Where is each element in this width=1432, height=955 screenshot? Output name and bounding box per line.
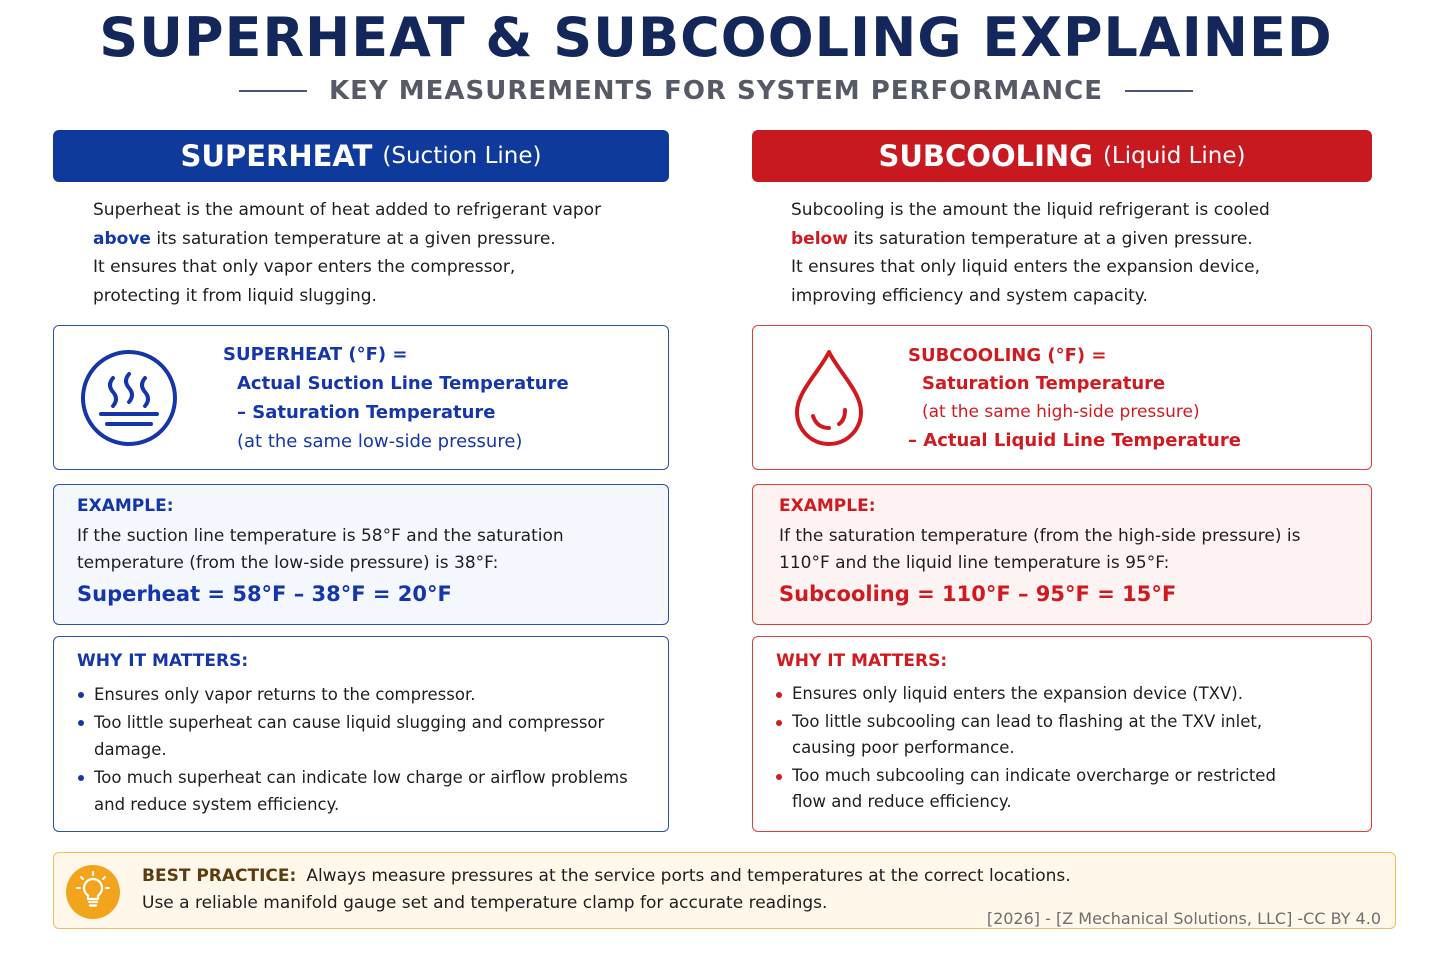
list-item xyxy=(77,709,668,763)
subcooling-intro-line: It ensures that only liquid enters the expansion device, xyxy=(791,257,1261,277)
subcooling-intro xyxy=(752,196,1372,310)
superheat-example-box xyxy=(53,484,669,625)
droplet-icon xyxy=(789,346,869,450)
superheat-example-line: temperature (from the low-side pressure) is 38°F: xyxy=(77,553,499,573)
subcooling-example-line: 110°F and the liquid line temperature is 95°F: xyxy=(779,553,1170,573)
list-item xyxy=(775,709,1276,762)
heat-plate-icon xyxy=(79,348,179,452)
subcooling-example-body xyxy=(779,523,1300,577)
subcooling-formula-note: (at the same high-side pressure) xyxy=(922,402,1200,422)
superheat-column xyxy=(53,130,669,814)
subcooling-why-list xyxy=(775,681,1276,817)
list-item-text: Ensures only liquid enters the expansion device (TXV). xyxy=(792,684,1243,703)
superheat-intro-line: protecting it from liquid slugging. xyxy=(93,285,377,306)
list-item xyxy=(775,763,1276,816)
subtitle-rule-left xyxy=(239,90,307,92)
superheat-intro-line: It ensures that only vapor enters the compressor, xyxy=(93,257,516,277)
superheat-formula-term2: – Saturation Temperature xyxy=(237,402,496,423)
superheat-example-line: If the suction line temperature is 58°F and the saturation xyxy=(77,526,564,546)
subcooling-header xyxy=(752,130,1372,182)
subcooling-example-box xyxy=(752,484,1372,625)
subcooling-column xyxy=(752,130,1372,811)
best-practice-line1: Always measure pressures at the service ports and temperatures at the correct locations. xyxy=(306,866,1071,886)
best-practice-line2: Use a reliable manifold gauge set and temperature clamp for accurate readings. xyxy=(142,893,828,913)
superheat-formula-term1: Actual Suction Line Temperature xyxy=(237,373,569,394)
superheat-header-title: SUPERHEAT xyxy=(180,139,373,173)
subcooling-why-title: WHY IT MATTERS: xyxy=(776,651,948,671)
superheat-intro xyxy=(53,196,669,310)
superheat-intro-line: Superheat is the amount of heat added to refrigerant vapor xyxy=(93,200,602,220)
subcooling-intro-line xyxy=(791,225,1372,254)
superheat-example-body xyxy=(77,523,564,577)
subtitle-rule-right xyxy=(1125,90,1193,92)
subcooling-formula-box xyxy=(752,325,1372,470)
subtitle-row xyxy=(0,76,1432,106)
superheat-formula-box xyxy=(53,325,669,470)
subcooling-why-box xyxy=(752,636,1372,832)
subcooling-example-line: If the saturation temperature (from the high-side pressure) is xyxy=(779,526,1301,546)
subcooling-example-result: Subcooling = 110°F – 95°F = 15°F xyxy=(779,582,1177,606)
list-item-text: Too little subcooling can lead to flashing at the TXV inlet, xyxy=(792,711,1263,731)
superheat-intro-text: its saturation temperature at a given pressure. xyxy=(150,228,556,249)
superheat-formula xyxy=(223,340,569,456)
superheat-header-subtitle: (Suction Line) xyxy=(382,143,542,169)
subcooling-intro-line: Subcooling is the amount the liquid refrigerant is cooled xyxy=(791,200,1270,220)
best-practice-text xyxy=(142,863,1071,917)
subcooling-header-subtitle: (Liquid Line) xyxy=(1102,143,1246,169)
list-item xyxy=(77,681,668,708)
superheat-header xyxy=(53,130,669,182)
subcooling-intro-line: improving efficiency and system capacity. xyxy=(791,285,1148,306)
lightbulb-icon xyxy=(66,865,120,919)
superheat-why-title: WHY IT MATTERS: xyxy=(77,651,249,671)
list-item xyxy=(77,764,668,818)
best-practice-line xyxy=(142,863,1071,890)
list-item-text: causing poor performance. xyxy=(792,738,1015,757)
subcooling-formula-term1: Saturation Temperature xyxy=(922,373,1166,394)
superheat-why-list xyxy=(77,681,668,819)
credit-text: [2026] - [Z Mechanical Solutions, LLC] -CC BY 4.0 xyxy=(986,909,1381,928)
best-practice-box xyxy=(53,852,1396,929)
superheat-formula-label: SUPERHEAT (°F) = xyxy=(223,344,408,365)
list-item xyxy=(775,681,1276,708)
superheat-intro-line xyxy=(93,225,669,254)
subcooling-formula-term2: – Actual Liquid Line Temperature xyxy=(908,430,1241,451)
subcooling-intro-emphasis: below xyxy=(791,228,848,249)
subcooling-intro-text: its saturation temperature at a given pressure. xyxy=(847,228,1253,249)
superheat-intro-emphasis: above xyxy=(93,228,151,249)
list-item-text: Ensures only vapor returns to the compressor. xyxy=(94,685,476,704)
list-item-text: Too much subcooling can indicate overcharge or restricted xyxy=(792,765,1276,785)
subcooling-formula-label: SUBCOOLING (°F) = xyxy=(908,345,1107,366)
page-subtitle: KEY MEASUREMENTS FOR SYSTEM PERFORMANCE xyxy=(328,76,1104,106)
list-item-text: Too much superheat can indicate low charge or airflow problems xyxy=(94,768,628,787)
superheat-example-title: EXAMPLE: xyxy=(77,496,174,516)
subcooling-header-title: SUBCOOLING xyxy=(878,139,1093,173)
list-item-text: and reduce system efficiency. xyxy=(94,795,340,814)
list-item-text: flow and reduce efficiency. xyxy=(792,792,1012,811)
superheat-formula-note: (at the same low-side pressure) xyxy=(237,431,523,452)
subcooling-example-title: EXAMPLE: xyxy=(779,496,876,516)
superheat-example-result: Superheat = 58°F – 38°F = 20°F xyxy=(77,582,452,606)
best-practice-label: BEST PRACTICE: xyxy=(142,866,297,886)
superheat-why-box xyxy=(53,636,669,832)
list-item-text: Too little superheat can cause liquid slugging and compressor damage. xyxy=(94,713,605,759)
subcooling-formula xyxy=(908,342,1241,455)
page-title: SUPERHEAT & SUBCOOLING EXPLAINED xyxy=(99,6,1333,69)
